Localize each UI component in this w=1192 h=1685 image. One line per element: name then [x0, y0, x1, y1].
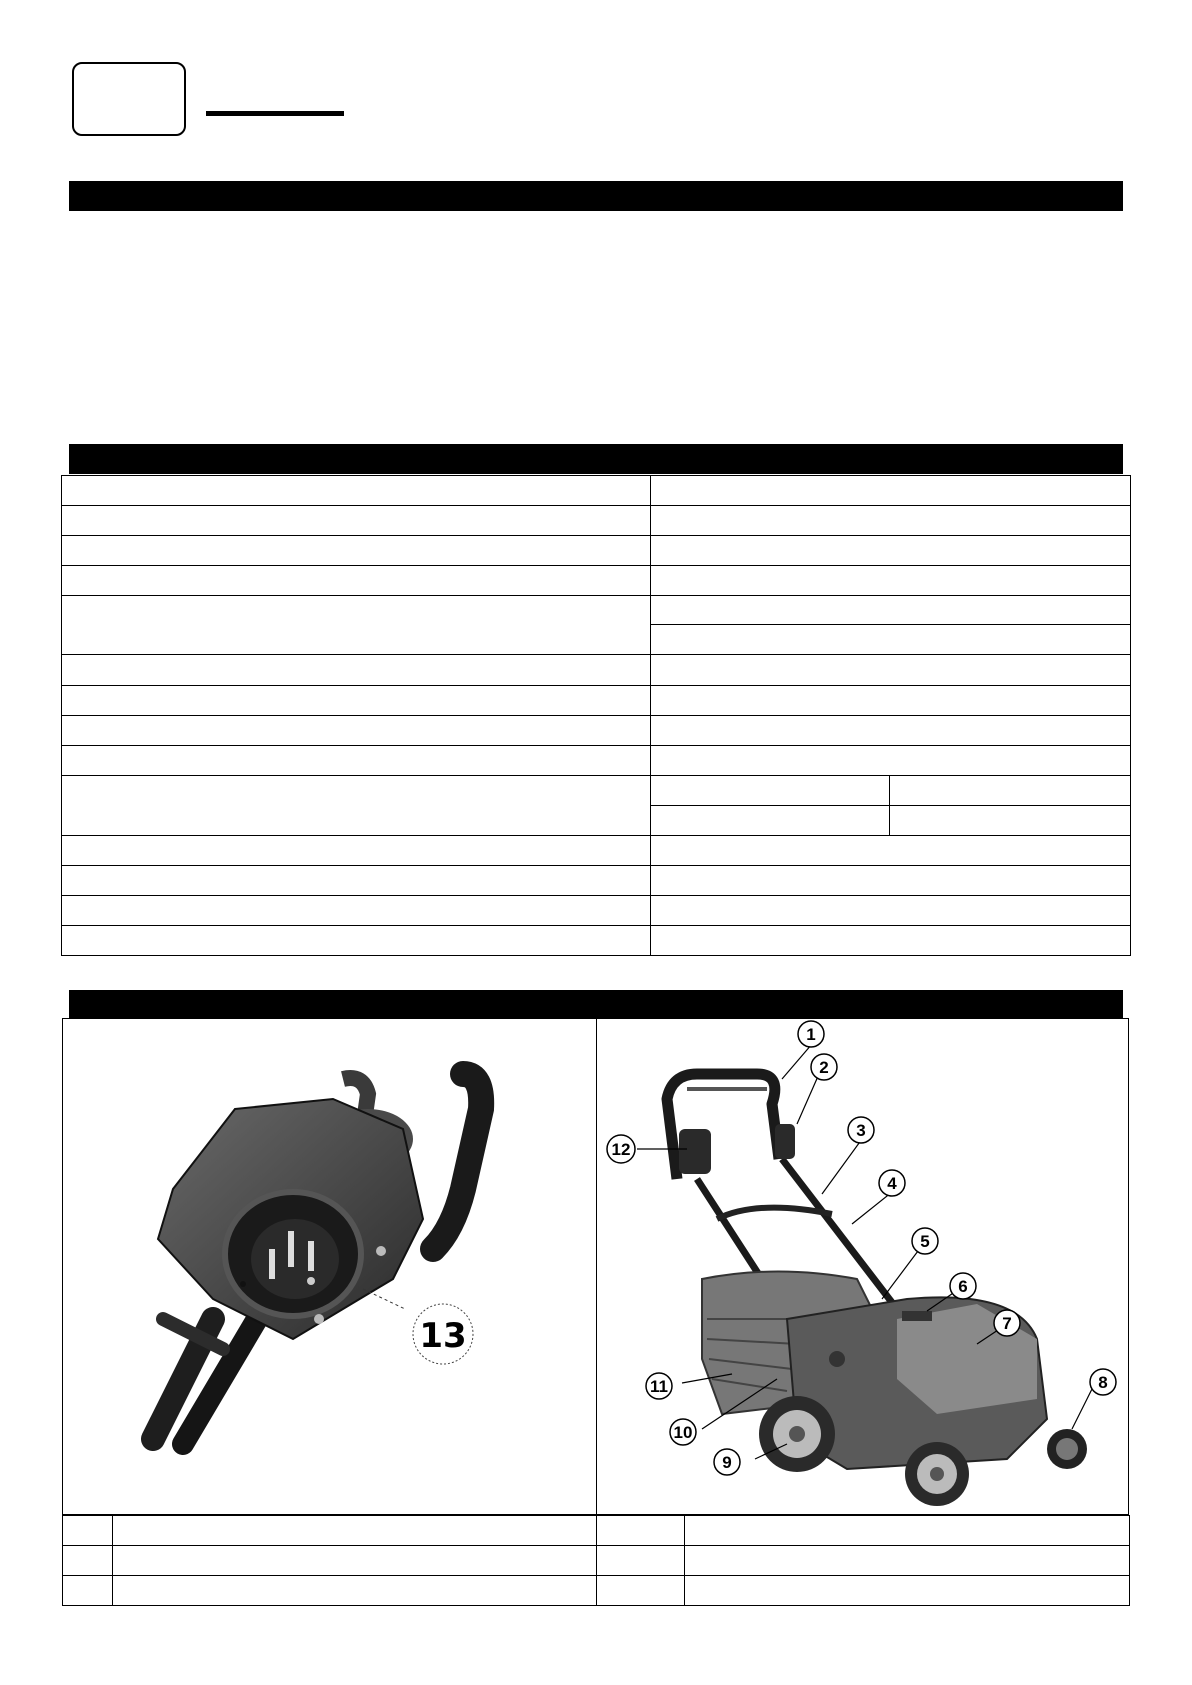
- table-row: [62, 536, 1131, 566]
- table-row: [62, 836, 1131, 866]
- lawn-mower-icon: [597, 1019, 1128, 1514]
- spec-label-cell: [62, 566, 651, 596]
- spec-label-cell: [62, 596, 651, 655]
- spec-label-cell: [62, 536, 651, 566]
- spec-value-cell: [651, 866, 1131, 896]
- spec-value-cell: [890, 776, 1131, 806]
- callout-1: 1: [806, 1025, 816, 1044]
- spec-label-cell: [62, 476, 651, 506]
- technical-data-table: [61, 475, 1131, 956]
- callout-10: 10: [673, 1423, 693, 1442]
- spec-value-cell: [651, 476, 1131, 506]
- spec-value-cell: [651, 655, 1131, 686]
- table-row: [63, 1576, 1130, 1606]
- spec-value-cell: [651, 536, 1131, 566]
- callout-8: 8: [1098, 1373, 1108, 1392]
- spec-label-cell: [62, 686, 651, 716]
- table-row: [62, 686, 1131, 716]
- table-row: [62, 476, 1131, 506]
- mower-figure: [596, 1018, 1129, 1515]
- spec-value-cell: [651, 625, 1131, 655]
- parts-legend-table: [62, 1515, 1130, 1606]
- callout-11: 11: [650, 1377, 668, 1396]
- spec-value-cell: [651, 746, 1131, 776]
- table-row: [63, 1516, 1130, 1546]
- table-row: [62, 926, 1131, 956]
- spec-label-cell: [62, 776, 651, 836]
- callout-7: 7: [1002, 1314, 1012, 1333]
- spec-label-cell: [62, 746, 651, 776]
- spec-value-cell: [651, 506, 1131, 536]
- section-header-components: [69, 990, 1123, 1020]
- spec-label-cell: [62, 926, 651, 956]
- part-name-cell: [685, 1576, 1130, 1606]
- section-header-technical-data: [69, 444, 1123, 474]
- spec-label-cell: [62, 716, 651, 746]
- callout-2: 2: [819, 1058, 829, 1077]
- spec-value-cell: [651, 926, 1131, 956]
- callout-5: 5: [920, 1232, 930, 1251]
- spec-label-cell: [62, 896, 651, 926]
- part-number-cell: [63, 1546, 113, 1576]
- power-plug-socket-icon: [63, 1019, 596, 1514]
- part-number-cell: [597, 1576, 685, 1606]
- part-name-cell: [685, 1546, 1130, 1576]
- table-row: [62, 776, 1131, 806]
- title-underline: [206, 111, 344, 116]
- callout-13: 13: [419, 1316, 467, 1356]
- table-row: [62, 506, 1131, 536]
- callout-6: 6: [958, 1277, 968, 1296]
- spec-label-cell: [62, 836, 651, 866]
- spec-label-cell: [62, 506, 651, 536]
- section-header-intro: [69, 181, 1123, 211]
- part-name-cell: [113, 1576, 597, 1606]
- part-name-cell: [685, 1516, 1130, 1546]
- spec-value-cell: [651, 776, 890, 806]
- part-name-cell: [113, 1516, 597, 1546]
- callout-9: 9: [722, 1453, 732, 1472]
- callout-3: 3: [856, 1121, 866, 1140]
- spec-value-cell: [651, 596, 1131, 625]
- spec-label-cell: [62, 866, 651, 896]
- table-row: [62, 596, 1131, 625]
- spec-value-cell: [651, 836, 1131, 866]
- spec-value-cell: [651, 716, 1131, 746]
- table-row: [62, 655, 1131, 686]
- plug-socket-figure: [62, 1018, 597, 1515]
- part-number-cell: [597, 1516, 685, 1546]
- table-row: [62, 746, 1131, 776]
- table-row: [62, 716, 1131, 746]
- spec-value-cell: [651, 806, 890, 836]
- callout-12: 12: [611, 1140, 631, 1159]
- table-row: [63, 1546, 1130, 1576]
- part-number-cell: [63, 1576, 113, 1606]
- table-row: [62, 896, 1131, 926]
- spec-value-cell: [651, 566, 1131, 596]
- part-number-cell: [63, 1516, 113, 1546]
- part-number-cell: [597, 1546, 685, 1576]
- spec-value-cell: [890, 806, 1131, 836]
- spec-label-cell: [62, 655, 651, 686]
- table-row: [62, 866, 1131, 896]
- callout-4: 4: [887, 1174, 897, 1193]
- spec-value-cell: [651, 896, 1131, 926]
- table-row: [62, 566, 1131, 596]
- spec-value-cell: [651, 686, 1131, 716]
- part-name-cell: [113, 1546, 597, 1576]
- language-code-box: [72, 62, 186, 136]
